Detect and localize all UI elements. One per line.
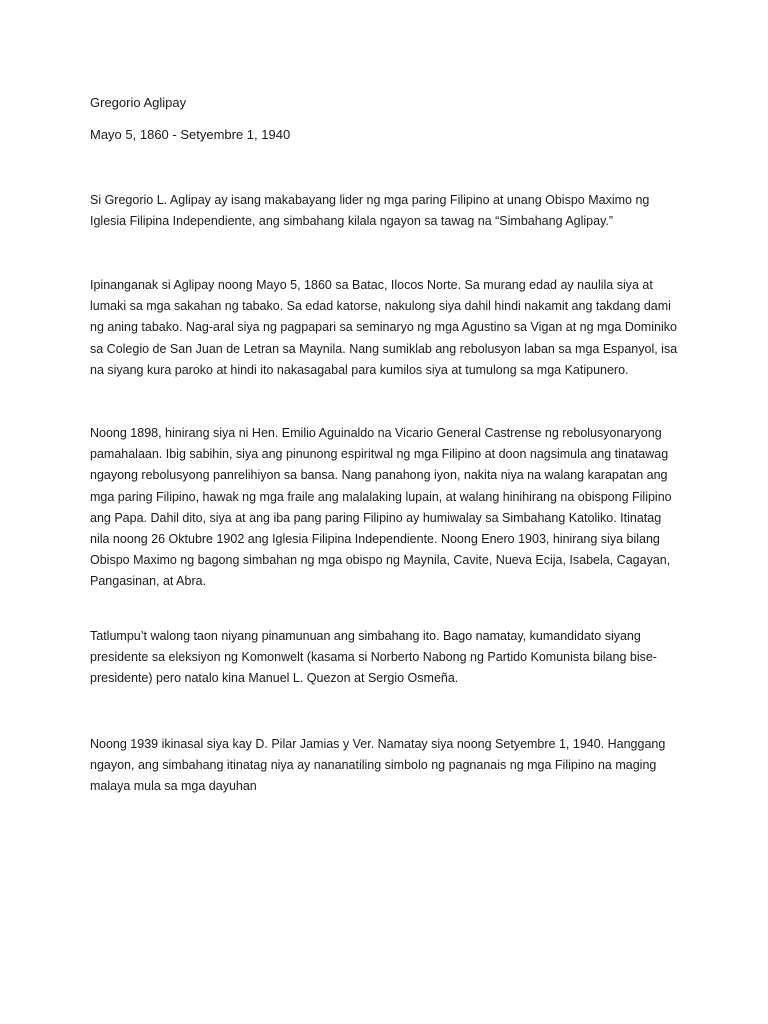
paragraph-line: Iglesia Filipina Independiente, ang simbahang kilala ngayon sa tawag na “Simbahang Aglipay.” bbox=[90, 214, 614, 229]
paragraph-line: Si Gregorio L. Aglipay ay isang makabayang lider ng mga paring Filipino at unang Obispo Maximo ng bbox=[90, 193, 650, 207]
paragraph-line: sa Colegio de San Juan de Letran sa Maynila. Nang sumiklab ang rebolusyon laban sa mga Espanyol, isa bbox=[90, 341, 678, 356]
document-title: Gregorio Aglipay bbox=[90, 95, 187, 110]
paragraph-line: ngayong rebolusyong panrelihiyon sa bansa. Nang panahong iyon, nakita niya na walang karapatan ang bbox=[90, 468, 668, 483]
paragraph-line: Ipinanganak si Aglipay noong Mayo 5, 1860 sa Batac, Ilocos Norte. Sa murang edad ay naulila siya at bbox=[90, 278, 653, 292]
paragraph-legacy bbox=[90, 734, 690, 798]
paragraph-1898 bbox=[90, 423, 690, 593]
paragraph-line: ang Papa. Dahil dito, siya at ang iba pang paring Filipino ay humiwalay sa Simbahang Katoliko. Itinatag bbox=[90, 510, 662, 525]
paragraph-line: ng aning tabako. Nag-aral siya ng pagpapari sa seminaryo ng mga Agustino sa Vigan at ng mga Dominiko bbox=[90, 320, 677, 335]
paragraph-line: na siyang kura paroko at hindi ito nakasagabal para kumilos siya at tumulong sa mga Katipunero. bbox=[90, 362, 629, 377]
paragraph-line: Pangasinan, at Abra. bbox=[90, 574, 207, 589]
paragraph-line: malaya mula sa mga dayuhan bbox=[90, 779, 257, 794]
paragraph-line: ngayon, ang simbahang itinatag niya ay nananatiling simbolo ng pagnanais ng mga Filipino na maging bbox=[90, 758, 657, 773]
paragraph-line: Noong 1898, hinirang siya ni Hen. Emilio Aguinaldo na Vicario General Castrense ng rebolusyonaryong bbox=[90, 426, 662, 440]
paragraph-line: presidente) pero natalo kina Manuel L. Quezon at Sergio Osmeña. bbox=[90, 671, 459, 686]
paragraph-line: Tatlumpu’t walong taon niyang pinamunuan ang simbahang ito. Bago namatay, kumandidato siyang bbox=[90, 629, 641, 643]
paragraph-line: Obispo Maximo ng bagong simbahan ng mga obispo ng Maynila, Cavite, Nueva Ecija, Isabela, Cagayan, bbox=[90, 553, 671, 568]
document-dates: Mayo 5, 1860 - Setyembre 1, 1940 bbox=[90, 127, 291, 142]
paragraph-line: Noong 1939 ikinasal siya kay D. Pilar Jamias y Ver. Namatay siya noong Setyembre 1, 1940. Hanggang bbox=[90, 737, 666, 751]
paragraph-line: nila noong 26 Oktubre 1902 ang Iglesia Filipina Independiente. Noong Enero 1903, hinirang siya bilang bbox=[90, 532, 660, 547]
paragraph-line: mga paring Filipino, hawak ng mga fraile ang malalaking lupain, at walang hinihirang na obispong Filipino bbox=[90, 489, 672, 504]
paragraph-line: lumaki sa mga sakahan ng tabako. Sa edad katorse, nakulong siya dahil hindi nakamit ang takdang dami bbox=[90, 299, 671, 314]
paragraph-line: pamahalaan. Ibig sabihin, siya ang pinunong espiritwal ng mga Filipino at doon nagsimula ang tinatawag bbox=[90, 447, 669, 462]
paragraph-line: presidente sa eleksiyon ng Komonwelt (kasama si Norberto Nabong ng Partido Komunista bilang bise- bbox=[90, 650, 657, 665]
paragraph-birth bbox=[90, 275, 690, 381]
paragraph-leadership bbox=[90, 626, 690, 690]
paragraph-intro bbox=[90, 190, 690, 232]
